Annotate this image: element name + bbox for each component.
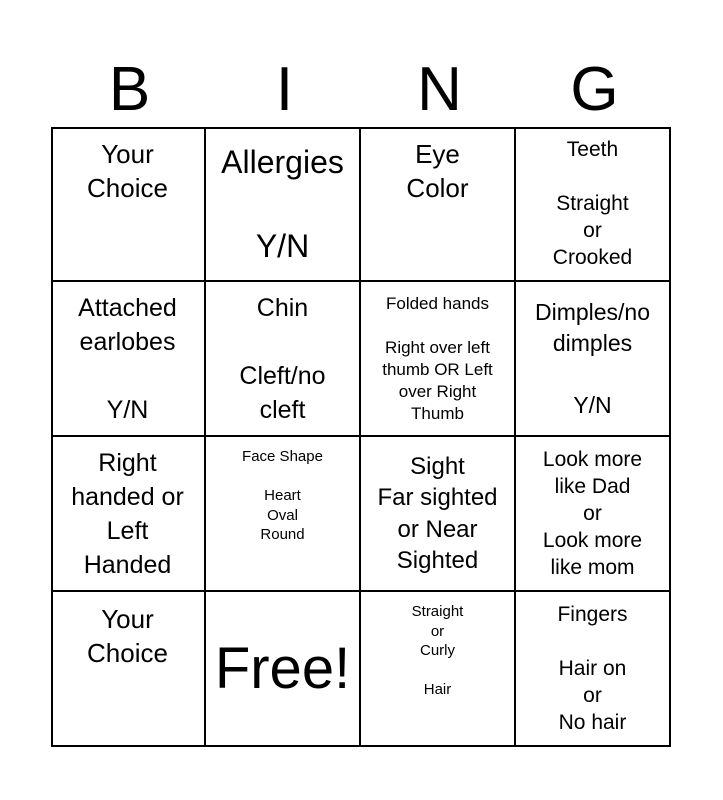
header-letter-i: I: [275, 55, 294, 124]
cell-text: Fingers Hair on or No hair: [557, 603, 628, 734]
bingo-cell[interactable]: [516, 437, 671, 592]
header-letter-n: N: [417, 55, 462, 124]
bingo-header: [52, 52, 672, 128]
cell-text: Straight or Curly Hair: [411, 603, 464, 698]
bingo-cell[interactable]: [51, 127, 206, 282]
bingo-cell[interactable]: [51, 437, 206, 592]
free-space-text: Free!: [214, 635, 351, 701]
cell-text: Allergies Y/N: [221, 143, 344, 264]
cell-text: Attached earlobes Y/N: [78, 293, 177, 424]
bingo-card-grid: [51, 127, 671, 747]
cell-text: Your Choice: [87, 139, 168, 203]
cell-text: Teeth Straight or Crooked: [552, 138, 633, 269]
bingo-cell[interactable]: [206, 127, 361, 282]
cell-text: Your Choice: [87, 604, 168, 668]
cell-text: Look more like Dad or Look more like mom: [542, 448, 643, 579]
cell-text: Sight Far sighted or Near Sighted: [377, 452, 498, 574]
bingo-cell[interactable]: [361, 592, 516, 747]
cell-text: Right handed or Left Handed: [71, 448, 184, 579]
bingo-cell[interactable]: [206, 282, 361, 437]
bingo-cell[interactable]: [516, 127, 671, 282]
cell-text: Face Shape Heart Oval Round: [242, 448, 323, 543]
bingo-cell[interactable]: [206, 437, 361, 592]
bingo-cell[interactable]: [361, 127, 516, 282]
header-letter-g: G: [570, 55, 619, 124]
bingo-cell[interactable]: [361, 282, 516, 437]
cell-text: Dimples/no dimples Y/N: [534, 298, 651, 418]
bingo-cell[interactable]: [516, 282, 671, 437]
cell-text: Chin Cleft/no cleft: [239, 293, 326, 424]
bingo-cell[interactable]: [51, 592, 206, 747]
free-space-cell[interactable]: [206, 592, 361, 747]
cell-text: Eye Color: [406, 139, 469, 203]
bingo-cell[interactable]: [51, 282, 206, 437]
bingo-cell[interactable]: [516, 592, 671, 747]
bingo-cell[interactable]: [361, 437, 516, 592]
header-letter-b: B: [108, 55, 151, 124]
cell-text: Folded hands Right over left thumb OR Left over Right Thumb: [382, 293, 493, 423]
